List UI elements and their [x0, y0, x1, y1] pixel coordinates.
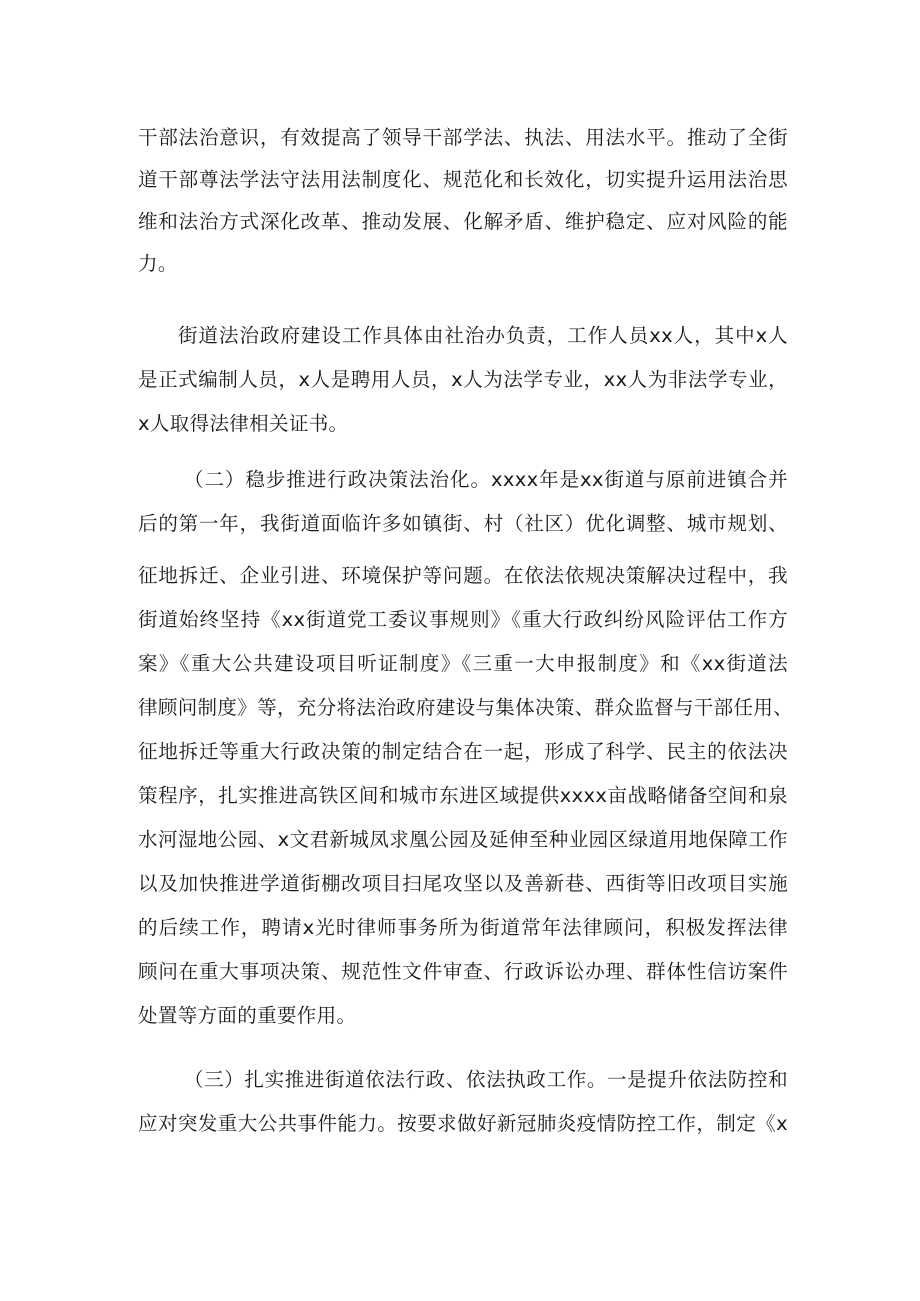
text-line: x人取得法律相关证书。 — [138, 412, 349, 435]
text-line: 道干部尊法学法守法用法制度化、规范化和长效化，切实提升运用法治思 — [138, 168, 788, 191]
text-line: 处置等方面的重要作用。 — [138, 1004, 357, 1027]
text-line: 策程序，扎实推进高铁区间和城市东进区域提供xxxx亩战略储备空间和泉 — [138, 784, 788, 807]
text-line: 力。 — [138, 252, 178, 275]
text-line: 的后续工作，聘请x光时律师事务所为街道常年法律顾问，积极发挥法律 — [138, 916, 788, 939]
text-line: （二）稳步推进行政决策法治化。xxxx年是xx街道与原前进镇合并 — [184, 468, 788, 491]
text-line: 街道法治政府建设工作具体由社治办负责，工作人员xx人，其中x人 — [178, 324, 788, 347]
text-line: 征地拆迁等重大行政决策的制定结合在一起，形成了科学、民主的依法决 — [138, 740, 788, 763]
text-line: 街道始终坚持《xx街道党工委议事规则》《重大行政纠纷风险评估工作方 — [138, 608, 788, 631]
text-line: 干部法治意识，有效提高了领导干部学法、执法、用法水平。推动了全街 — [138, 126, 788, 149]
text-line: 顾问在重大事项决策、规范性文件审查、行政诉讼办理、群体性信访案件 — [138, 960, 788, 983]
text-line: （三）扎实推进街道依法行政、依法执政工作。一是提升依法防控和 — [184, 1068, 788, 1091]
text-line: 以及加快推进学道街棚改项目扫尾攻坚以及善新巷、西街等旧改项目实施 — [138, 872, 788, 895]
text-line: 维和法治方式深化改革、推动发展、化解矛盾、维护稳定、应对风险的能 — [138, 210, 788, 233]
text-line: 案》《重大公共建设项目听证制度》《三重一大申报制度》和《xx街道法 — [138, 652, 788, 675]
text-line: 后的第一年，我街道面临许多如镇街、村（社区）优化调整、城市规划、 — [138, 512, 788, 535]
text-line: 律顾问制度》等，充分将法治政府建设与集体决策、群众监督与干部任用、 — [138, 696, 794, 719]
text-line: 是正式编制人员，x人是聘用人员，x人为法学专业，xx人为非法学专业， — [138, 368, 788, 391]
text-line: 水河湿地公园、x文君新城凤求凰公园及延伸至种业园区绿道用地保障工作 — [138, 828, 788, 851]
text-line: 应对突发重大公共事件能力。按要求做好新冠肺炎疫情防控工作，制定《x — [138, 1112, 788, 1135]
text-line: 征地拆迁、企业引进、环境保护等问题。在依法依规决策解决过程中，我 — [138, 564, 788, 587]
